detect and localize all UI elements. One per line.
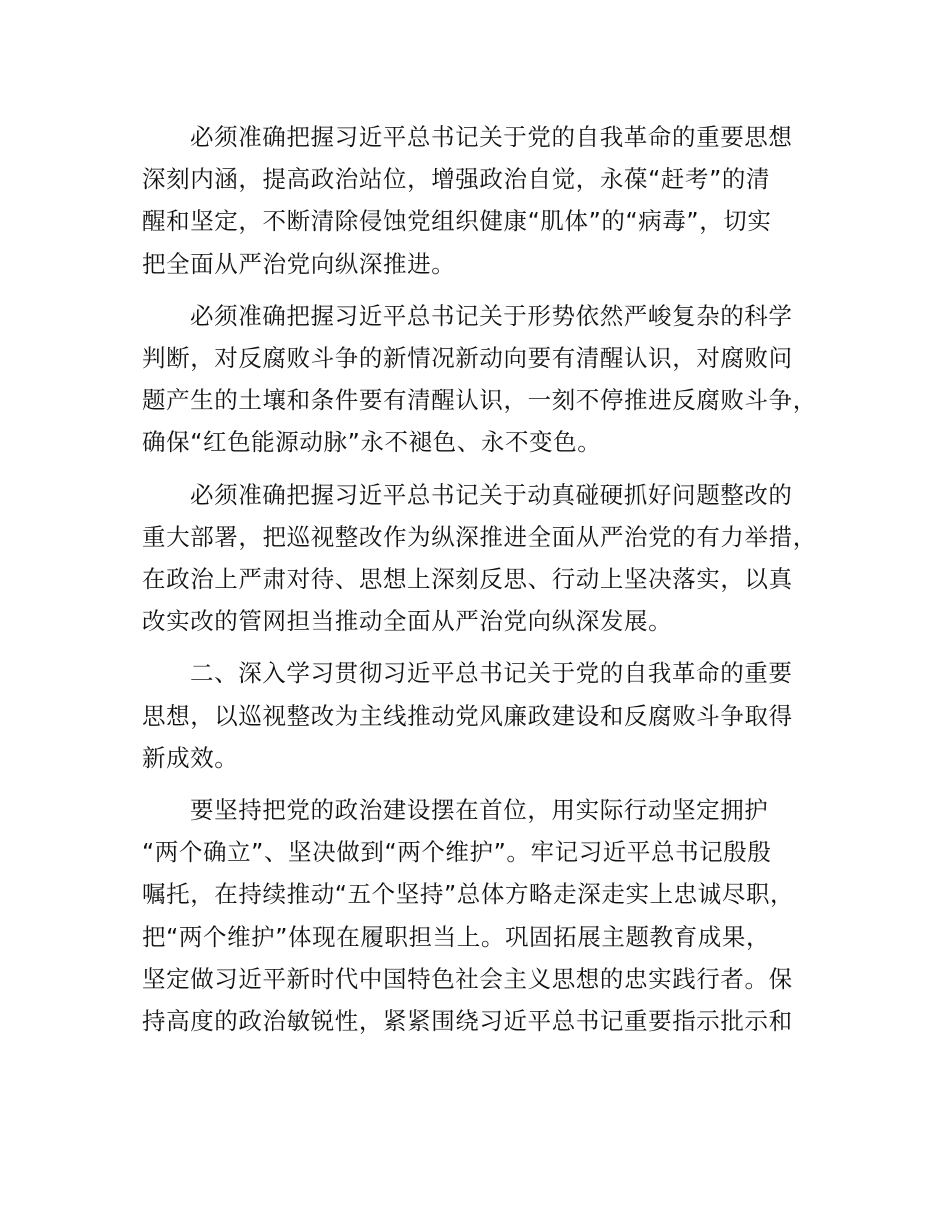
text-line: 重大部署，把巡视整改作为纵深推进全面从严治党的有力举措， (142, 522, 817, 551)
text-line: 思想，以巡视整改为主线推动党风廉政建设和反腐败斗争取得 (142, 701, 793, 730)
text-line: 把“两个维护”体现在履职担当上。巩固拓展主题教育成果， (142, 922, 771, 951)
paragraph-1 (142, 116, 832, 285)
text-line: 判断，对反腐败斗争的新情况新动向要有清醒认识，对腐败问 (142, 344, 793, 373)
text-line: 题产生的土壤和条件要有清醒认识，一刻不停推进反腐败斗争， (142, 386, 817, 415)
text-line: 必须准确把握习近平总书记关于党的自我革命的重要思想 (190, 123, 793, 151)
text-line: 深刻内涵，提高政治站位，增强政治自觉，永葆“赶考”的清 (142, 165, 771, 194)
text-line: 要坚持把党的政治建设摆在首位，用实际行动坚定拥护 (190, 796, 769, 825)
paragraph-3 (142, 474, 832, 643)
text-line: 二、深入学习贯彻习近平总书记关于党的自我革命的重要 (190, 659, 793, 688)
text-line: 把全面从严治党向纵深推进。 (142, 249, 456, 278)
text-line: 确保“红色能源动脉”永不褪色、永不变色。 (142, 428, 602, 457)
text-line: 嘱托，在持续推动“五个坚持”总体方略走深走实上忠诚尽职， (142, 880, 795, 909)
section-heading-2 (142, 652, 832, 779)
text-line: 在政治上严肃对待、思想上深刻反思、行动上坚决落实，以真 (142, 565, 793, 594)
text-line: 持高度的政治敏锐性，紧紧围绕习近平总书记重要指示批示和 (142, 1007, 793, 1036)
text-line: 改实改的管网担当推动全面从严治党向纵深发展。 (142, 607, 673, 636)
text-line: 醒和坚定，不断清除侵蚀党组织健康“肌体”的“病毒”，切实 (142, 207, 772, 236)
text-line: 新成效。 (142, 743, 239, 772)
text-line: 坚定做习近平新时代中国特色社会主义思想的忠实践行者。保 (142, 964, 793, 993)
text-line: 必须准确把握习近平总书记关于形势依然严峻复杂的科学 (190, 301, 793, 330)
text-line: “两个确立”、坚决做到“两个维护”。牢记习近平总书记殷殷 (142, 838, 772, 867)
document-body (142, 116, 832, 1052)
text-line: 必须准确把握习近平总书记关于动真碰硬抓好问题整改的 (190, 480, 793, 509)
paragraph-2 (142, 295, 832, 464)
paragraph-5 (142, 789, 832, 1042)
